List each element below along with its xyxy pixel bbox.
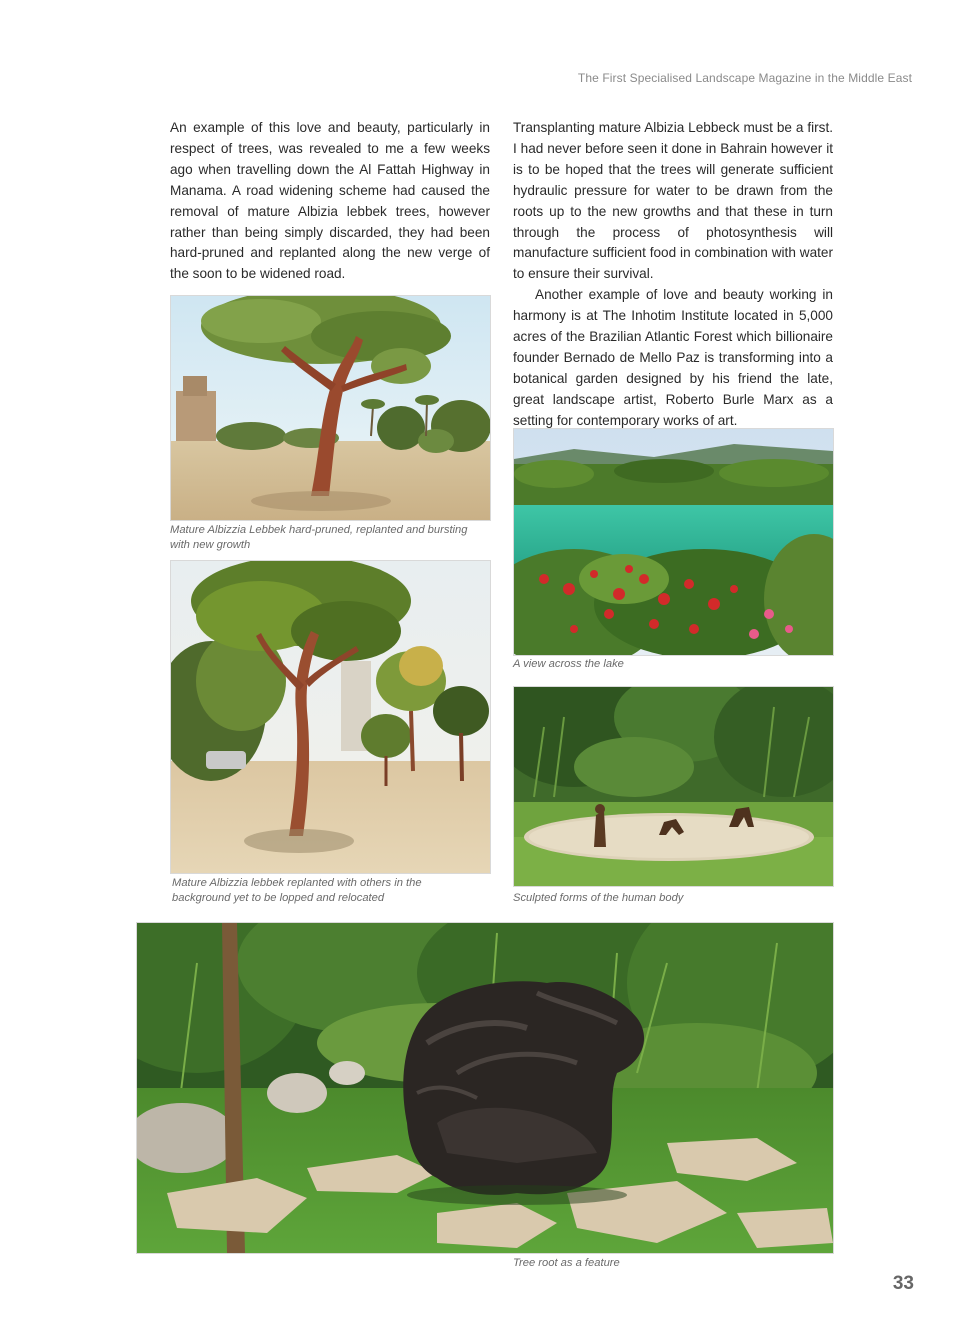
photo-sculptures	[513, 686, 834, 887]
page-number: 33	[892, 1273, 914, 1294]
caption-fig1: Mature Albizzia Lebbek hard-pruned, replanted and bursting with new growth	[170, 524, 468, 551]
caption-fig4: Sculpted forms of the human body	[513, 892, 684, 904]
caption-fig3: A view across the lake	[513, 658, 624, 670]
photo-replanted-tree	[170, 295, 491, 521]
right-paragraph-1: Transplanting mature Albizia Lebbeck must be a first. I had never before seen it done in Bahrain however it is to be hoped that the trees will generate sufficient hydraulic pressure for water to be drawn from the roots up to the new growths and that these in turn through the process of photosynthesis will manufacture sufficient food in combination with water to ensure their survival.	[513, 120, 833, 282]
photo-replanted-trees-row	[170, 560, 491, 874]
caption-fig2: Mature Albizzia lebbek replanted with others in the background yet to be lopped and relocated	[172, 877, 422, 904]
right-paragraph-2: Another example of love and beauty working in harmony is at The Inhotim Institute located in 5,000 acres of the Brazilian Atlantic Forest which billionaire founder Bernado de Mello Paz is transforming into a botanical garden designed by his friend the late, great landscape artist, Roberto Burle Marx as a setting for contemporary works of art.	[513, 287, 833, 428]
right-column	[513, 118, 833, 432]
caption-fig5: Tree root as a feature	[513, 1257, 620, 1269]
left-column	[170, 118, 490, 285]
header-tagline: The First Specialised Landscape Magazine in the Middle East	[577, 71, 912, 85]
left-paragraph: An example of this love and beauty, particularly in respect of trees, was revealed to me a few weeks ago when travelling down the Al Fattah Highway in Manama. A road widening scheme had caused the removal of mature Albizia lebbek trees, however rather than being simply discarded, they had been hard-pruned and replanted along the new verge of the soon to be widened road.	[170, 120, 490, 282]
photo-tree-root-feature	[136, 922, 834, 1254]
photo-lake-view	[513, 428, 834, 656]
